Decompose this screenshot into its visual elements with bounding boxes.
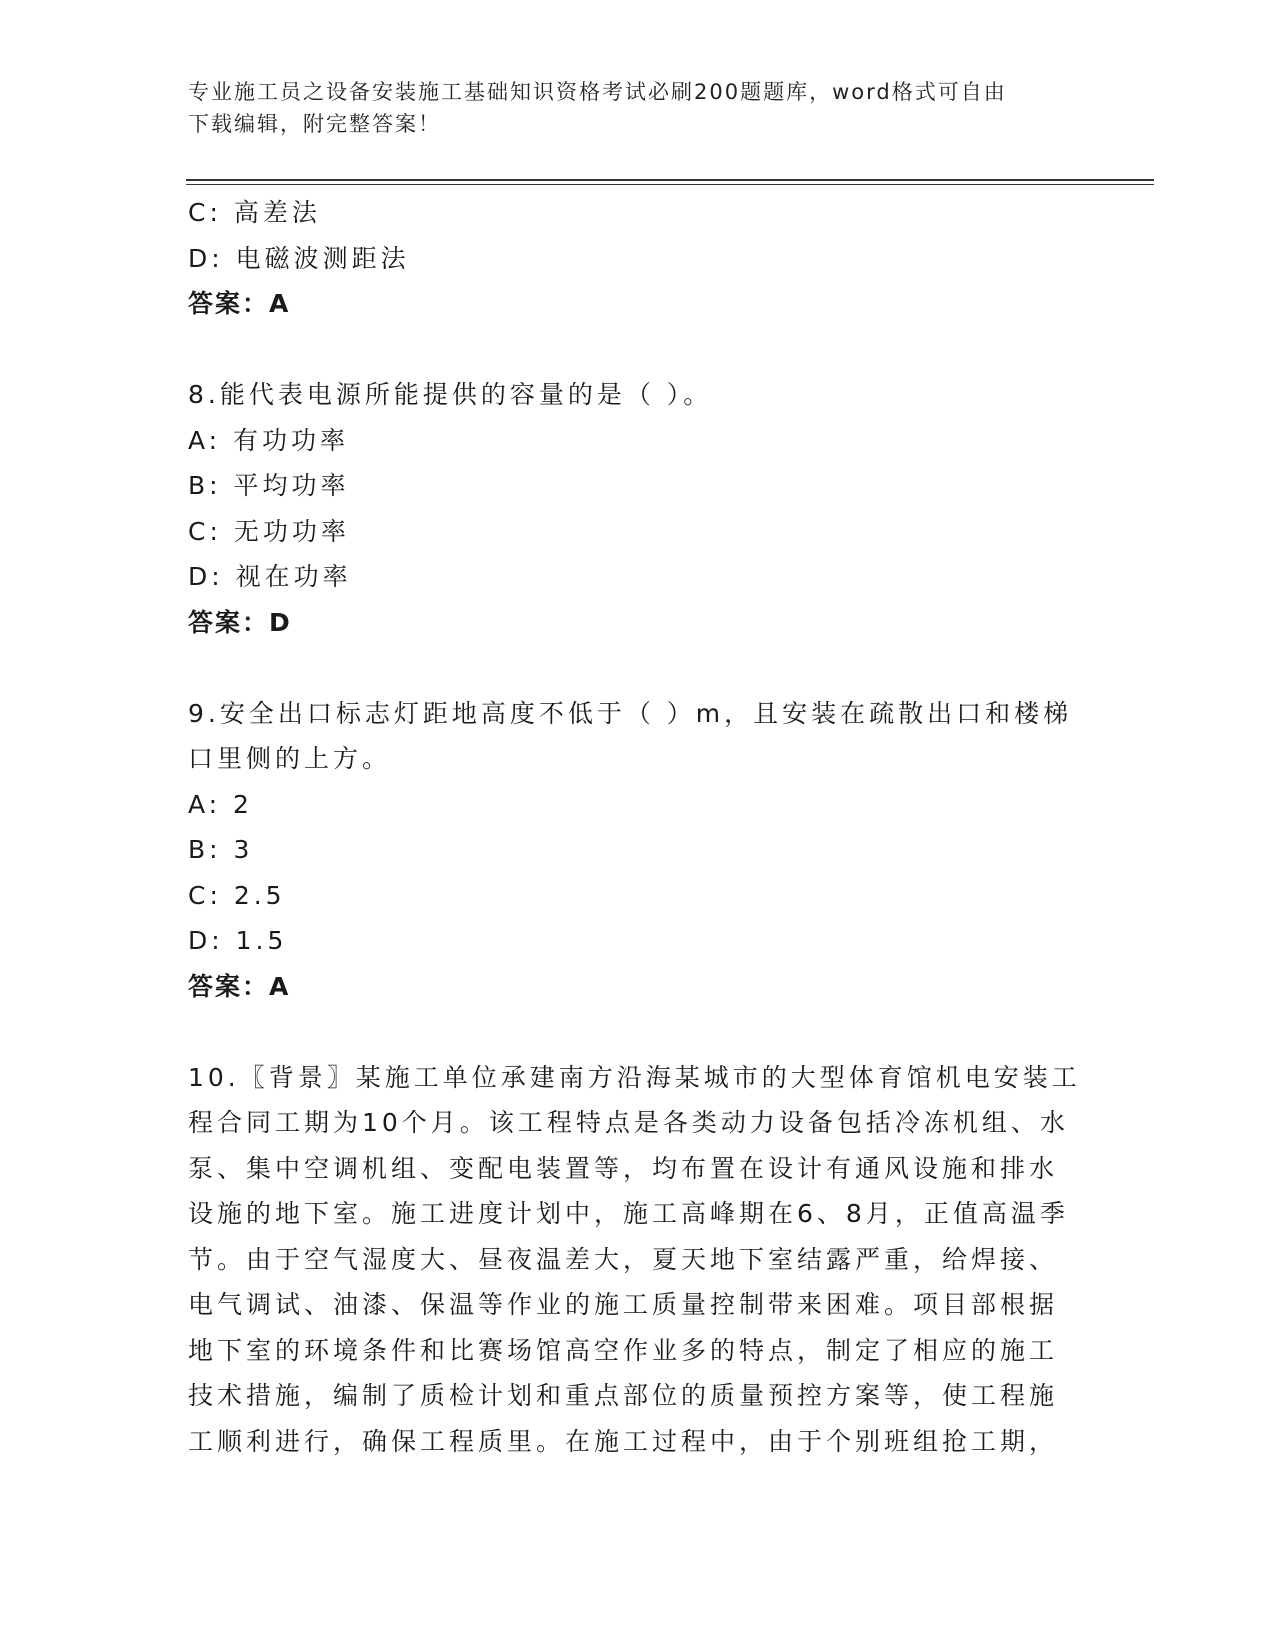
- q7-option-d: D: 电磁波测距法: [188, 243, 410, 273]
- q9-answer: 答案：A: [188, 971, 291, 1001]
- q9-option-a: A: 2: [188, 789, 253, 819]
- q10-line: 泵、集中空调机组、变配电装置等，均布置在设计有通风设施和排水: [188, 1153, 1059, 1183]
- q8-stem: 8.能代表电源所能提供的容量的是（ ）。: [188, 380, 713, 409]
- q10-line: 10.〖背景〗某施工单位承建南方沿海某城市的大型体育馆机电安装工: [188, 1062, 1081, 1092]
- document-header: [188, 76, 1068, 140]
- q9-option-d: D: 1.5: [188, 926, 288, 955]
- q10-line: 设施的地下室。施工进度计划中，施工高峰期在6、8月，正值高温季: [188, 1199, 1069, 1228]
- header-line-1: 专业施工员之设备安装施工基础知识资格考试必刷200题题库，word格式可自由: [188, 80, 1007, 104]
- document-body: [188, 190, 1088, 1464]
- q9-stem-line-2: 口里侧的上方。: [188, 744, 392, 773]
- q10-line: 地下室的环境条件和比赛场馆高空作业多的特点，制定了相应的施工: [188, 1335, 1059, 1365]
- q8-option-b: B: 平均功率: [188, 471, 350, 500]
- q10-line: 节。由于空气湿度大、昼夜温差大，夏天地下室结露严重，给焊接、: [188, 1244, 1059, 1274]
- q9-option-c: C: 2.5: [188, 880, 286, 910]
- header-divider-thick: [186, 179, 1154, 181]
- spacer: [188, 327, 1088, 373]
- header-divider-thin: [186, 184, 1154, 185]
- q8-option-d: D: 视在功率: [188, 562, 352, 591]
- q9-option-b: B: 3: [188, 835, 254, 864]
- spacer: [188, 1009, 1088, 1055]
- spacer: [188, 645, 1088, 691]
- q7-option-c: C: 高差法: [188, 198, 321, 227]
- q10-line: 程合同工期为10个月。该工程特点是各类动力设备包括冷冻机组、水: [188, 1108, 1069, 1137]
- q10-line: 电气调试、油漆、保温等作业的施工质量控制带来困难。项目部根据: [188, 1290, 1059, 1319]
- q8-answer: 答案：D: [188, 607, 292, 637]
- q10-line: 技术措施，编制了质检计划和重点部位的质量预控方案等，使工程施: [188, 1381, 1059, 1410]
- q7-answer: 答案：A: [188, 289, 291, 318]
- q8-option-c: C: 无功功率: [188, 516, 350, 546]
- header-line-2: 下载编辑，附完整答案！: [188, 112, 441, 136]
- q10-paragraph: [188, 1055, 1088, 1465]
- q10-line: 工顺利进行，确保工程质里。在施工过程中，由于个别班组抢工期，: [188, 1426, 1059, 1456]
- q8-option-a: A: 有功功率: [188, 425, 350, 455]
- q9-stem-line-1: 9.安全出口标志灯距地高度不低于（ ）m，且安装在疏散出口和楼梯: [188, 698, 1073, 728]
